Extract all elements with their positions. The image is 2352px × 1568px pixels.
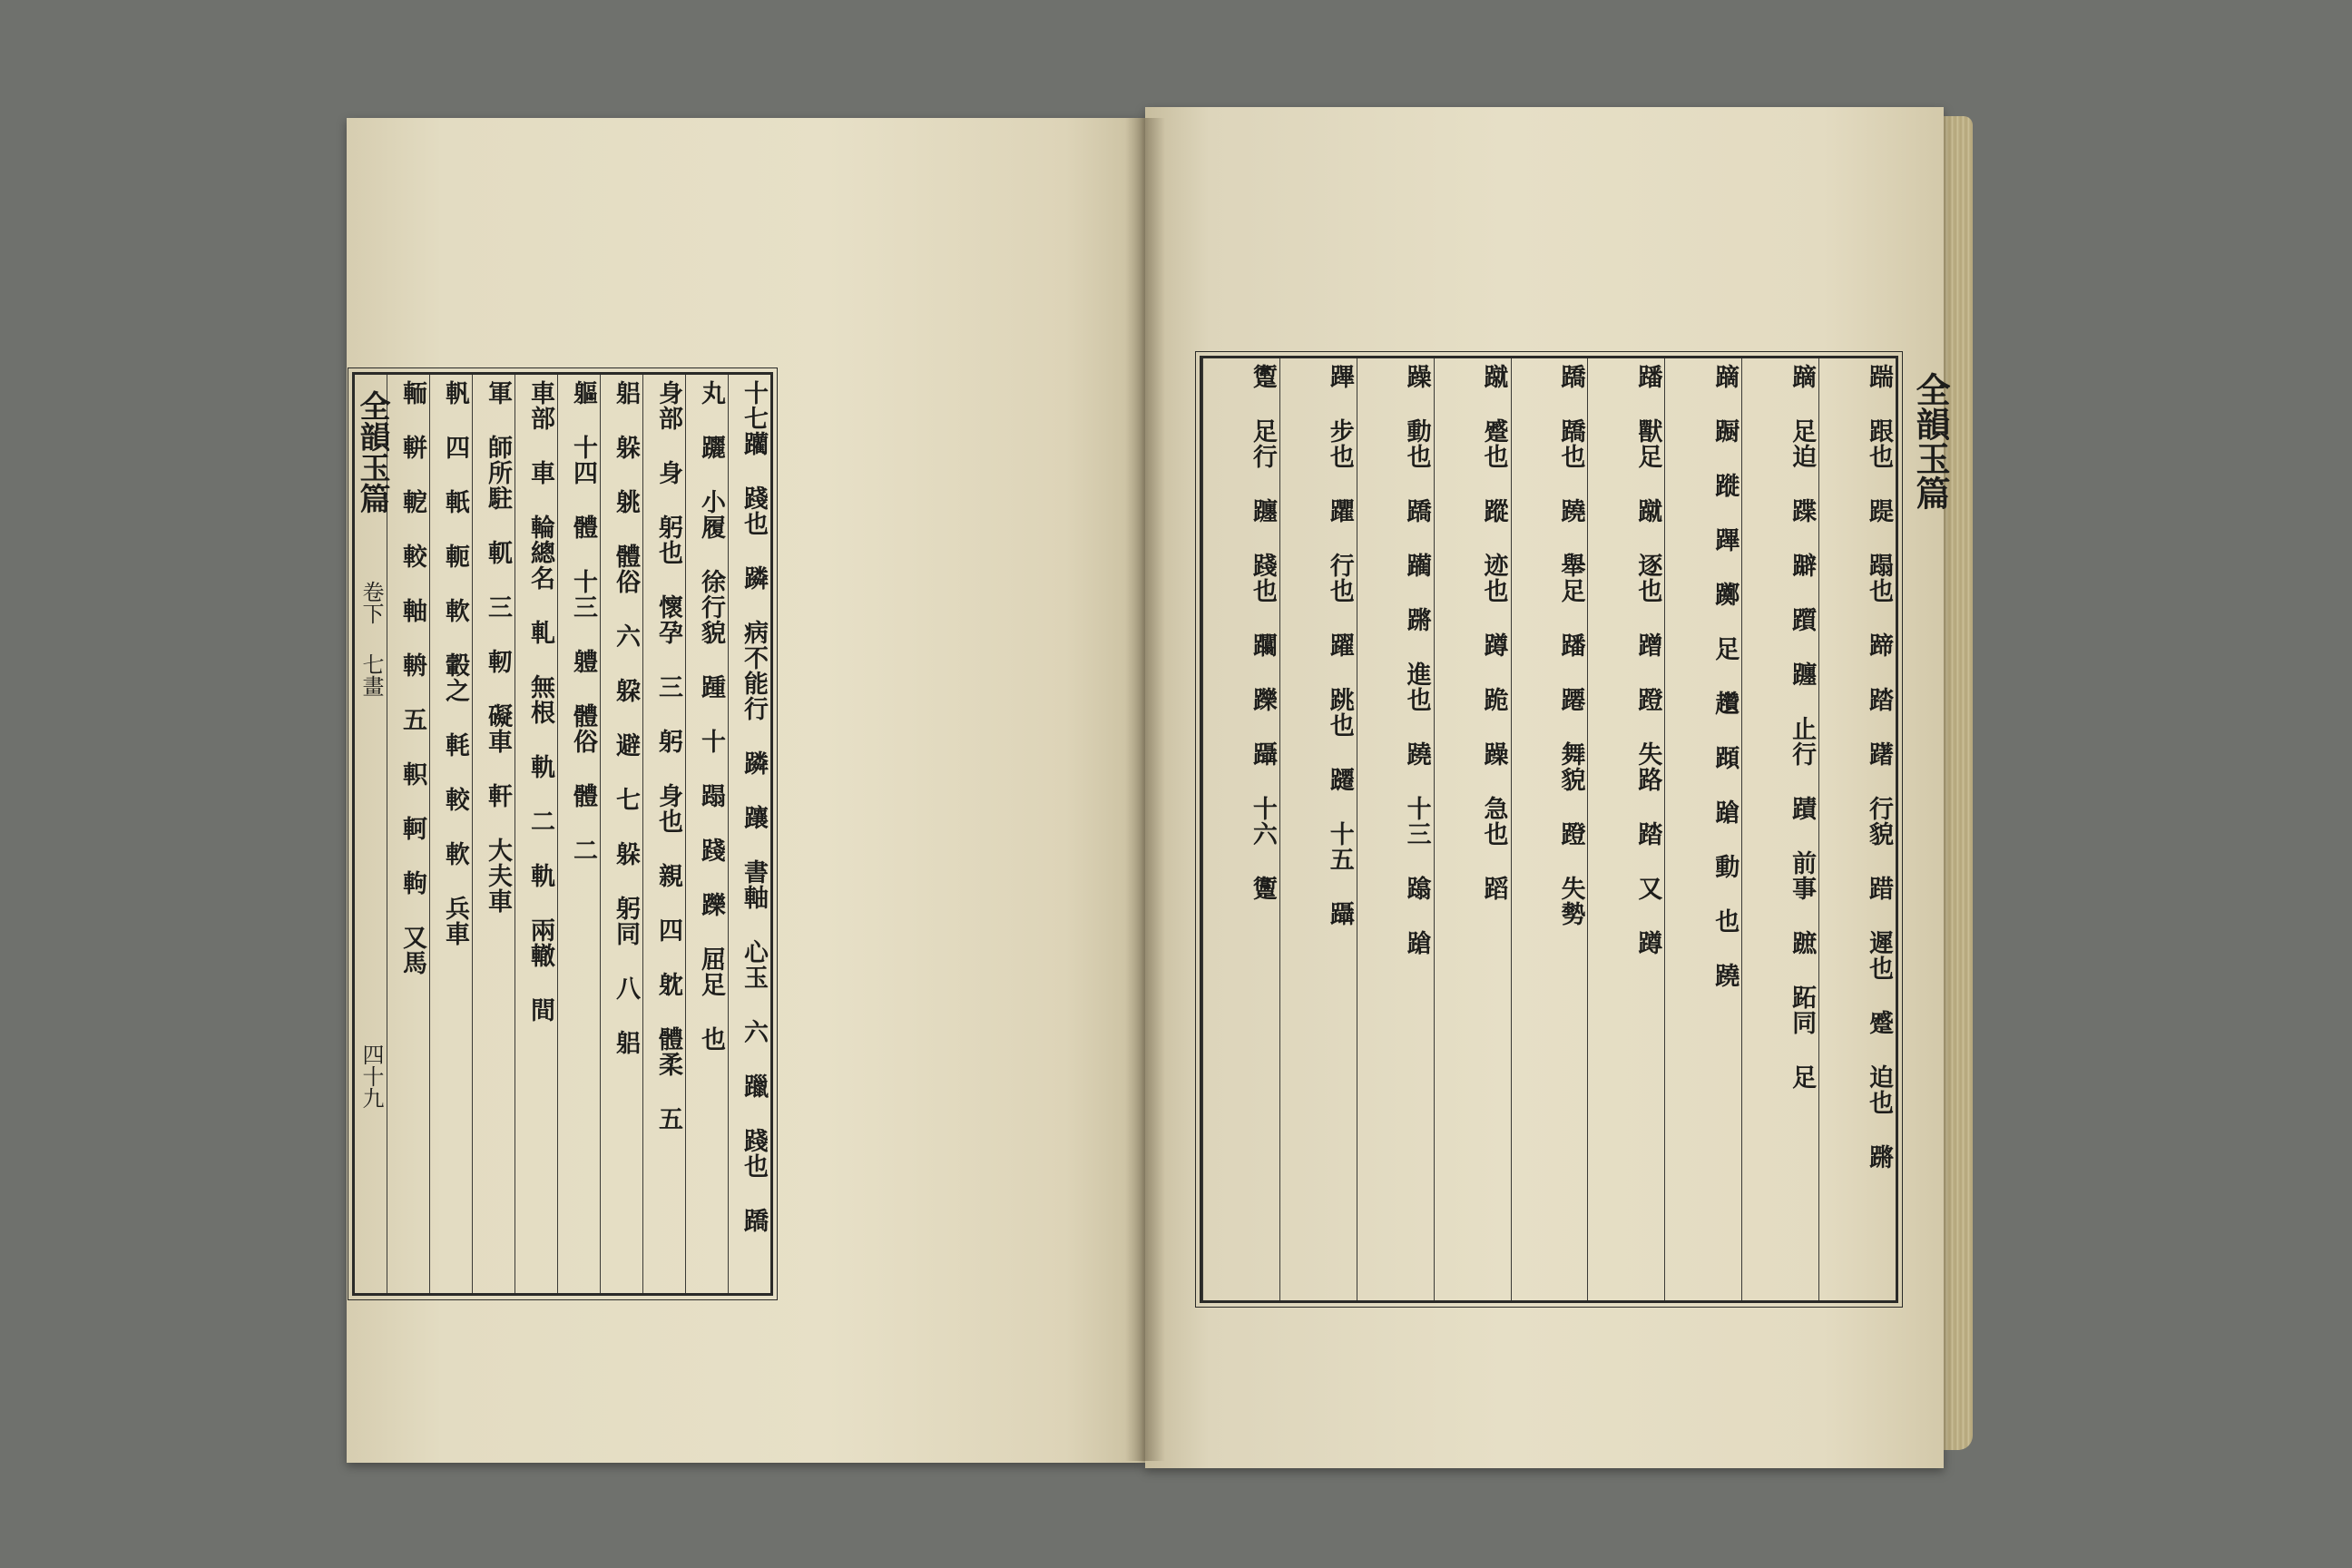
text-column: 軓 四 軝 軛 軟 轂之 軞 較 軟 兵車 (429, 375, 472, 1293)
right-page-title: 全韻玉篇 (1910, 372, 1951, 510)
text-column: 輀 軿 軶 較 軸 輈 五 軹 軻 軥 又馬 (387, 375, 429, 1293)
text-column: 躁 動也 蹻 躏 蹡 進也 蹺 十三 蹹 蹌 (1357, 358, 1434, 1300)
text-column: 躗 足行 躔 踐也 躢 躒 躡 十六 躛 (1202, 358, 1279, 1300)
text-column: 蹢 足迫 蹀 躃 躓 躔 止行 蹟 前事 蹠 跖同 足 (1741, 358, 1818, 1300)
left-page-title: 全韻玉篇 (354, 390, 390, 514)
text-column: 十七躪 踐也 蹸 病不能行 蹸 躟 書軸 心玉 六 躐 踐也 蹻 (728, 375, 770, 1293)
text-column: 丸 躧 小履 徐行貌 踵 十 蹋 踐 躒 屈足 也 (685, 375, 728, 1293)
left-page-strokes: 七畫 (358, 653, 384, 697)
text-column: 蹕 步也 躣 行也 躍 跳也 躚 十五 躡 (1279, 358, 1357, 1300)
text-column: 踹 跟也 踶 蹋也 蹄 踏 躇 行貌 踖 遲也 蹙 迫也 蹡 (1818, 358, 1896, 1300)
text-column: 蹴 蹙也 蹤 迹也 蹲 跪 躁 急也 蹈 (1434, 358, 1511, 1300)
left-page-number: 四十九 (358, 1044, 384, 1109)
text-column: 蹻 蹻也 蹺 舉足 蹯 蹮 舞貌 蹬 失勢 (1511, 358, 1588, 1300)
left-page-frame (352, 372, 773, 1296)
text-column: 蹢 蹰 蹝 蹕 躑 足 趲 蹞 蹌 動 也 蹺 (1664, 358, 1741, 1300)
right-page-frame (1200, 356, 1898, 1303)
text-column: 軍 師所駐 軏 三 軔 礙車 軒 大夫車 (472, 375, 514, 1293)
text-column: 躳 躲 䠷 體俗 六 躱 避 七 躲 躬同 八 躳 (600, 375, 642, 1293)
text-column: 車部 車 輪總名 軋 無根 軌 二 軌 兩轍 間 (514, 375, 557, 1293)
book-gutter (1125, 118, 1165, 1461)
text-column: 身部 身 躬也 懷孕 三 躬 身也 親 四 躭 體柔 五 (642, 375, 685, 1293)
text-column: 蹯 獸足 蹴 逐也 蹭 蹬 失路 踏 又 蹲 (1587, 358, 1664, 1300)
left-page-columns (355, 375, 770, 1293)
text-column: 軀 十四 體 十三 軆 體俗 體 二 (557, 375, 600, 1293)
right-page-columns (1202, 358, 1896, 1300)
left-page-volume: 卷下 (358, 581, 384, 624)
